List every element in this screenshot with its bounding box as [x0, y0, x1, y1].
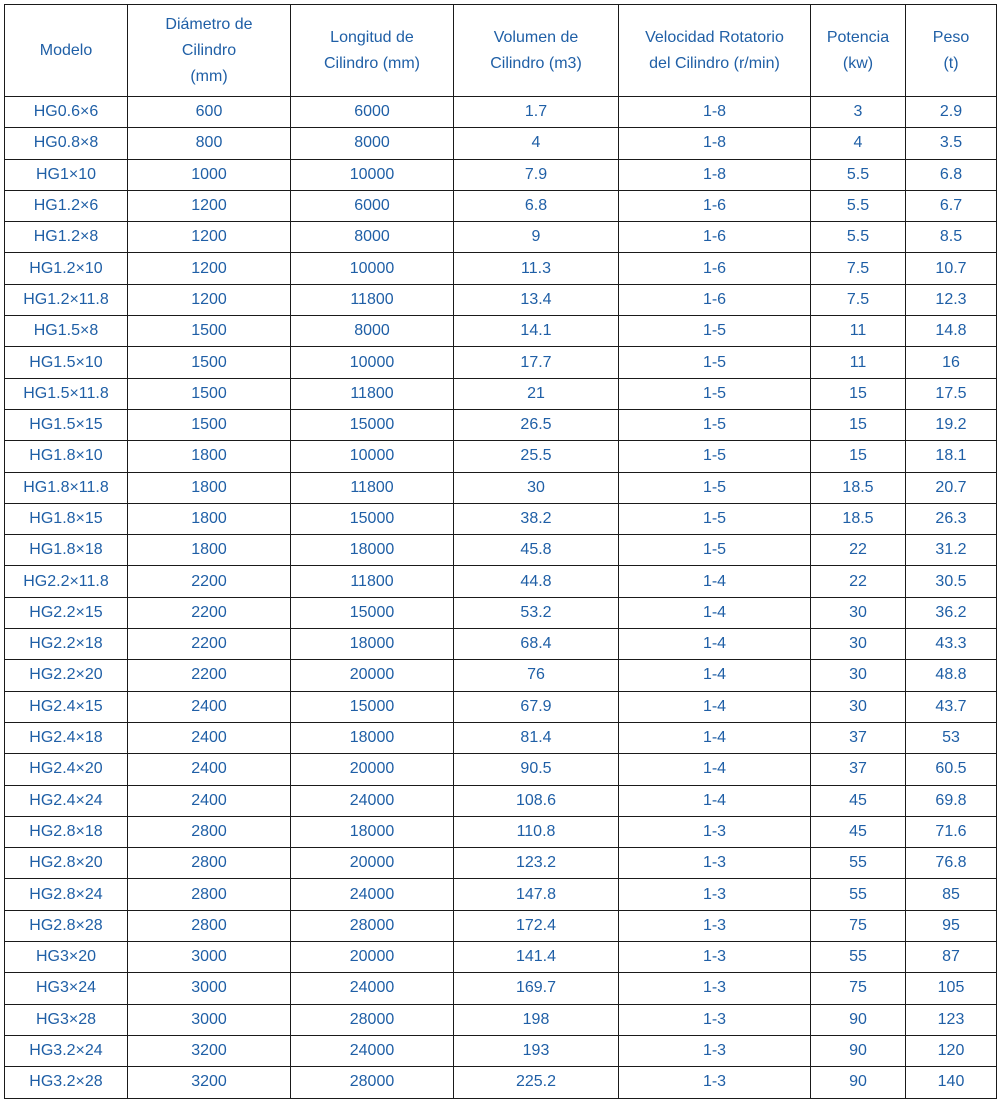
table-row	[5, 378, 997, 409]
cell-longitud: 24000	[291, 785, 454, 816]
cell-peso: 6.8	[906, 159, 997, 190]
cell-diametro: 3200	[128, 1035, 291, 1066]
cell-velocidad: 1-8	[619, 97, 811, 128]
cell-potencia: 30	[811, 691, 906, 722]
cell-potencia: 90	[811, 1035, 906, 1066]
cell-longitud: 18000	[291, 722, 454, 753]
cell-modelo: HG2.2×18	[5, 629, 128, 660]
header-line: (t)	[943, 54, 959, 72]
cell-potencia: 22	[811, 566, 906, 597]
cell-diametro: 2400	[128, 785, 291, 816]
cell-velocidad: 1-3	[619, 973, 811, 1004]
cell-modelo: HG1.2×11.8	[5, 284, 128, 315]
cell-longitud: 10000	[291, 159, 454, 190]
cell-potencia: 90	[811, 1004, 906, 1035]
cell-peso: 16	[906, 347, 997, 378]
table-row	[5, 347, 997, 378]
cell-volumen: 44.8	[454, 566, 619, 597]
cell-modelo: HG1.8×11.8	[5, 472, 128, 503]
cell-potencia: 30	[811, 629, 906, 660]
cell-velocidad: 1-3	[619, 848, 811, 879]
cell-velocidad: 1-3	[619, 879, 811, 910]
header-line: Longitud de	[330, 28, 414, 46]
cell-diametro: 800	[128, 128, 291, 159]
cell-volumen: 38.2	[454, 503, 619, 534]
cell-peso: 18.1	[906, 441, 997, 472]
cell-velocidad: 1-5	[619, 503, 811, 534]
cell-volumen: 147.8	[454, 879, 619, 910]
cell-volumen: 1.7	[454, 97, 619, 128]
cell-longitud: 24000	[291, 879, 454, 910]
table-body	[5, 97, 997, 1099]
cell-diametro: 2800	[128, 816, 291, 847]
cell-velocidad: 1-4	[619, 629, 811, 660]
cell-peso: 20.7	[906, 472, 997, 503]
cell-peso: 87	[906, 942, 997, 973]
cell-peso: 85	[906, 879, 997, 910]
table-row	[5, 535, 997, 566]
cell-volumen: 26.5	[454, 409, 619, 440]
cell-modelo: HG2.8×24	[5, 879, 128, 910]
cell-volumen: 110.8	[454, 816, 619, 847]
table-row	[5, 1004, 997, 1035]
cell-velocidad: 1-5	[619, 378, 811, 409]
cell-peso: 71.6	[906, 816, 997, 847]
cell-volumen: 11.3	[454, 253, 619, 284]
cell-longitud: 20000	[291, 848, 454, 879]
cell-potencia: 37	[811, 754, 906, 785]
table-row	[5, 316, 997, 347]
cell-longitud: 15000	[291, 409, 454, 440]
cell-potencia: 55	[811, 848, 906, 879]
cell-potencia: 3	[811, 97, 906, 128]
cell-velocidad: 1-3	[619, 910, 811, 941]
cell-volumen: 123.2	[454, 848, 619, 879]
table-row	[5, 503, 997, 534]
cell-longitud: 6000	[291, 97, 454, 128]
cell-peso: 60.5	[906, 754, 997, 785]
header-peso	[906, 5, 997, 97]
cell-peso: 30.5	[906, 566, 997, 597]
cell-velocidad: 1-3	[619, 942, 811, 973]
cell-longitud: 8000	[291, 316, 454, 347]
cell-modelo: HG2.4×24	[5, 785, 128, 816]
cell-volumen: 14.1	[454, 316, 619, 347]
cell-peso: 10.7	[906, 253, 997, 284]
table-row	[5, 785, 997, 816]
cell-longitud: 8000	[291, 222, 454, 253]
table-row	[5, 660, 997, 691]
header-volumen	[454, 5, 619, 97]
cell-diametro: 3000	[128, 1004, 291, 1035]
table-row	[5, 597, 997, 628]
cell-modelo: HG0.8×8	[5, 128, 128, 159]
table-row	[5, 848, 997, 879]
table-header	[5, 5, 997, 97]
cell-modelo: HG1.5×15	[5, 409, 128, 440]
cell-volumen: 141.4	[454, 942, 619, 973]
cell-peso: 14.8	[906, 316, 997, 347]
cell-volumen: 45.8	[454, 535, 619, 566]
cell-peso: 43.7	[906, 691, 997, 722]
cell-diametro: 3000	[128, 973, 291, 1004]
cell-modelo: HG2.8×28	[5, 910, 128, 941]
cell-potencia: 55	[811, 879, 906, 910]
cell-volumen: 67.9	[454, 691, 619, 722]
cell-longitud: 18000	[291, 535, 454, 566]
cell-potencia: 5.5	[811, 190, 906, 221]
cell-peso: 17.5	[906, 378, 997, 409]
cell-velocidad: 1-4	[619, 691, 811, 722]
cell-longitud: 18000	[291, 816, 454, 847]
cell-diametro: 3000	[128, 942, 291, 973]
header-velocidad	[619, 5, 811, 97]
cell-volumen: 21	[454, 378, 619, 409]
cell-diametro: 1800	[128, 472, 291, 503]
cell-diametro: 1200	[128, 222, 291, 253]
cell-peso: 36.2	[906, 597, 997, 628]
cell-diametro: 2200	[128, 660, 291, 691]
cell-velocidad: 1-3	[619, 1004, 811, 1035]
header-line: (mm)	[190, 67, 228, 85]
header-line: Cilindro (mm)	[324, 54, 420, 72]
cell-longitud: 28000	[291, 1067, 454, 1098]
cell-potencia: 11	[811, 316, 906, 347]
cell-modelo: HG2.2×15	[5, 597, 128, 628]
cell-modelo: HG2.2×20	[5, 660, 128, 691]
cell-velocidad: 1-3	[619, 816, 811, 847]
cell-longitud: 8000	[291, 128, 454, 159]
table-row	[5, 472, 997, 503]
table-row	[5, 97, 997, 128]
table-row	[5, 253, 997, 284]
cell-peso: 2.9	[906, 97, 997, 128]
cell-diametro: 2400	[128, 691, 291, 722]
cell-volumen: 90.5	[454, 754, 619, 785]
table-row	[5, 566, 997, 597]
cell-velocidad: 1-6	[619, 222, 811, 253]
cell-volumen: 53.2	[454, 597, 619, 628]
cell-diametro: 2800	[128, 848, 291, 879]
table-row	[5, 1035, 997, 1066]
cell-longitud: 18000	[291, 629, 454, 660]
cell-modelo: HG2.8×20	[5, 848, 128, 879]
cell-volumen: 193	[454, 1035, 619, 1066]
table-row	[5, 629, 997, 660]
cell-velocidad: 1-6	[619, 253, 811, 284]
header-potencia	[811, 5, 906, 97]
table-row	[5, 222, 997, 253]
cell-velocidad: 1-6	[619, 190, 811, 221]
cell-velocidad: 1-4	[619, 785, 811, 816]
cell-modelo: HG2.8×18	[5, 816, 128, 847]
cell-longitud: 15000	[291, 503, 454, 534]
cell-volumen: 4	[454, 128, 619, 159]
header-row	[5, 5, 997, 97]
header-line: (kw)	[842, 54, 874, 72]
cell-diametro: 1200	[128, 253, 291, 284]
cell-modelo: HG1.8×18	[5, 535, 128, 566]
cell-peso: 31.2	[906, 535, 997, 566]
cell-diametro: 2800	[128, 910, 291, 941]
cell-modelo: HG3×28	[5, 1004, 128, 1035]
cell-velocidad: 1-3	[619, 1067, 811, 1098]
cell-peso: 105	[906, 973, 997, 1004]
cell-volumen: 108.6	[454, 785, 619, 816]
header-line: Potencia	[826, 28, 890, 46]
cell-longitud: 11800	[291, 284, 454, 315]
cell-volumen: 81.4	[454, 722, 619, 753]
cell-modelo: HG1×10	[5, 159, 128, 190]
cell-velocidad: 1-3	[619, 1035, 811, 1066]
cell-velocidad: 1-4	[619, 597, 811, 628]
cell-diametro: 3200	[128, 1067, 291, 1098]
cell-peso: 12.3	[906, 284, 997, 315]
cell-peso: 140	[906, 1067, 997, 1098]
cell-longitud: 15000	[291, 597, 454, 628]
cell-peso: 69.8	[906, 785, 997, 816]
cell-diametro: 2200	[128, 566, 291, 597]
cell-velocidad: 1-4	[619, 660, 811, 691]
cell-modelo: HG1.2×8	[5, 222, 128, 253]
header-line: Velocidad Rotatorio	[645, 28, 784, 46]
rotary-dryer-spec-table	[4, 4, 997, 1099]
cell-diametro: 1200	[128, 190, 291, 221]
cell-modelo: HG3.2×24	[5, 1035, 128, 1066]
cell-diametro: 2200	[128, 597, 291, 628]
cell-longitud: 11800	[291, 566, 454, 597]
table-row	[5, 691, 997, 722]
header-line: del Cilindro (r/min)	[649, 54, 780, 72]
cell-peso: 43.3	[906, 629, 997, 660]
cell-modelo: HG1.8×15	[5, 503, 128, 534]
cell-volumen: 7.9	[454, 159, 619, 190]
table-row	[5, 754, 997, 785]
cell-diametro: 2800	[128, 879, 291, 910]
header-longitud	[291, 5, 454, 97]
cell-diametro: 1800	[128, 503, 291, 534]
cell-modelo: HG1.5×11.8	[5, 378, 128, 409]
cell-longitud: 20000	[291, 660, 454, 691]
cell-volumen: 17.7	[454, 347, 619, 378]
cell-potencia: 45	[811, 816, 906, 847]
cell-diametro: 2400	[128, 754, 291, 785]
cell-diametro: 1500	[128, 316, 291, 347]
cell-modelo: HG2.4×18	[5, 722, 128, 753]
cell-peso: 123	[906, 1004, 997, 1035]
cell-longitud: 10000	[291, 441, 454, 472]
table-row	[5, 409, 997, 440]
cell-volumen: 13.4	[454, 284, 619, 315]
cell-longitud: 20000	[291, 754, 454, 785]
cell-peso: 76.8	[906, 848, 997, 879]
cell-diametro: 1500	[128, 347, 291, 378]
cell-volumen: 68.4	[454, 629, 619, 660]
cell-velocidad: 1-6	[619, 284, 811, 315]
cell-potencia: 7.5	[811, 284, 906, 315]
cell-longitud: 24000	[291, 1035, 454, 1066]
cell-potencia: 11	[811, 347, 906, 378]
cell-modelo: HG1.2×10	[5, 253, 128, 284]
cell-potencia: 15	[811, 409, 906, 440]
cell-longitud: 11800	[291, 378, 454, 409]
cell-potencia: 30	[811, 597, 906, 628]
cell-modelo: HG1.5×10	[5, 347, 128, 378]
cell-velocidad: 1-4	[619, 566, 811, 597]
cell-volumen: 225.2	[454, 1067, 619, 1098]
cell-potencia: 5.5	[811, 222, 906, 253]
header-diametro	[128, 5, 291, 97]
cell-velocidad: 1-5	[619, 347, 811, 378]
table-row	[5, 159, 997, 190]
cell-potencia: 55	[811, 942, 906, 973]
cell-peso: 120	[906, 1035, 997, 1066]
cell-potencia: 7.5	[811, 253, 906, 284]
cell-diametro: 2400	[128, 722, 291, 753]
cell-diametro: 1800	[128, 441, 291, 472]
cell-peso: 6.7	[906, 190, 997, 221]
cell-velocidad: 1-4	[619, 754, 811, 785]
cell-velocidad: 1-5	[619, 535, 811, 566]
table-row	[5, 1067, 997, 1098]
cell-longitud: 6000	[291, 190, 454, 221]
cell-longitud: 10000	[291, 253, 454, 284]
cell-peso: 48.8	[906, 660, 997, 691]
cell-diametro: 600	[128, 97, 291, 128]
cell-velocidad: 1-5	[619, 472, 811, 503]
cell-diametro: 1500	[128, 378, 291, 409]
cell-longitud: 28000	[291, 1004, 454, 1035]
cell-modelo: HG1.8×10	[5, 441, 128, 472]
cell-longitud: 15000	[291, 691, 454, 722]
cell-longitud: 28000	[291, 910, 454, 941]
cell-potencia: 75	[811, 910, 906, 941]
table-row	[5, 190, 997, 221]
cell-potencia: 90	[811, 1067, 906, 1098]
cell-potencia: 30	[811, 660, 906, 691]
cell-diametro: 1500	[128, 409, 291, 440]
cell-potencia: 22	[811, 535, 906, 566]
cell-modelo: HG2.4×20	[5, 754, 128, 785]
cell-longitud: 20000	[291, 942, 454, 973]
table-row	[5, 284, 997, 315]
table-row	[5, 816, 997, 847]
cell-velocidad: 1-8	[619, 128, 811, 159]
cell-longitud: 24000	[291, 973, 454, 1004]
table-row	[5, 722, 997, 753]
table-row	[5, 942, 997, 973]
cell-potencia: 4	[811, 128, 906, 159]
cell-peso: 19.2	[906, 409, 997, 440]
cell-potencia: 5.5	[811, 159, 906, 190]
header-line: Peso	[932, 28, 970, 46]
cell-modelo: HG1.2×6	[5, 190, 128, 221]
spec-table-container	[4, 4, 997, 1099]
cell-velocidad: 1-8	[619, 159, 811, 190]
table-row	[5, 879, 997, 910]
cell-peso: 3.5	[906, 128, 997, 159]
header-modelo	[5, 5, 128, 97]
cell-diametro: 2200	[128, 629, 291, 660]
cell-potencia: 15	[811, 378, 906, 409]
cell-modelo: HG3×24	[5, 973, 128, 1004]
cell-velocidad: 1-5	[619, 316, 811, 347]
cell-modelo: HG0.6×6	[5, 97, 128, 128]
cell-volumen: 30	[454, 472, 619, 503]
cell-diametro: 1000	[128, 159, 291, 190]
cell-modelo: HG3×20	[5, 942, 128, 973]
table-row	[5, 128, 997, 159]
cell-peso: 53	[906, 722, 997, 753]
cell-volumen: 76	[454, 660, 619, 691]
header-line: Volumen de	[493, 28, 579, 46]
table-row	[5, 441, 997, 472]
cell-diametro: 1800	[128, 535, 291, 566]
cell-volumen: 9	[454, 222, 619, 253]
cell-velocidad: 1-5	[619, 409, 811, 440]
cell-peso: 8.5	[906, 222, 997, 253]
cell-diametro: 1200	[128, 284, 291, 315]
cell-peso: 26.3	[906, 503, 997, 534]
cell-volumen: 172.4	[454, 910, 619, 941]
cell-volumen: 198	[454, 1004, 619, 1035]
cell-potencia: 18.5	[811, 503, 906, 534]
cell-longitud: 11800	[291, 472, 454, 503]
table-row	[5, 910, 997, 941]
cell-modelo: HG2.4×15	[5, 691, 128, 722]
header-line: Cilindro (m3)	[490, 54, 582, 72]
cell-potencia: 75	[811, 973, 906, 1004]
cell-modelo: HG3.2×28	[5, 1067, 128, 1098]
cell-peso: 95	[906, 910, 997, 941]
header-line: Modelo	[39, 41, 93, 59]
cell-modelo: HG2.2×11.8	[5, 566, 128, 597]
header-line: Diámetro de	[165, 15, 253, 33]
cell-volumen: 169.7	[454, 973, 619, 1004]
cell-volumen: 6.8	[454, 190, 619, 221]
cell-velocidad: 1-5	[619, 441, 811, 472]
cell-velocidad: 1-4	[619, 722, 811, 753]
header-line: Cilindro	[181, 41, 237, 59]
table-row	[5, 973, 997, 1004]
cell-potencia: 45	[811, 785, 906, 816]
cell-potencia: 18.5	[811, 472, 906, 503]
cell-longitud: 10000	[291, 347, 454, 378]
cell-potencia: 37	[811, 722, 906, 753]
cell-potencia: 15	[811, 441, 906, 472]
cell-volumen: 25.5	[454, 441, 619, 472]
cell-modelo: HG1.5×8	[5, 316, 128, 347]
